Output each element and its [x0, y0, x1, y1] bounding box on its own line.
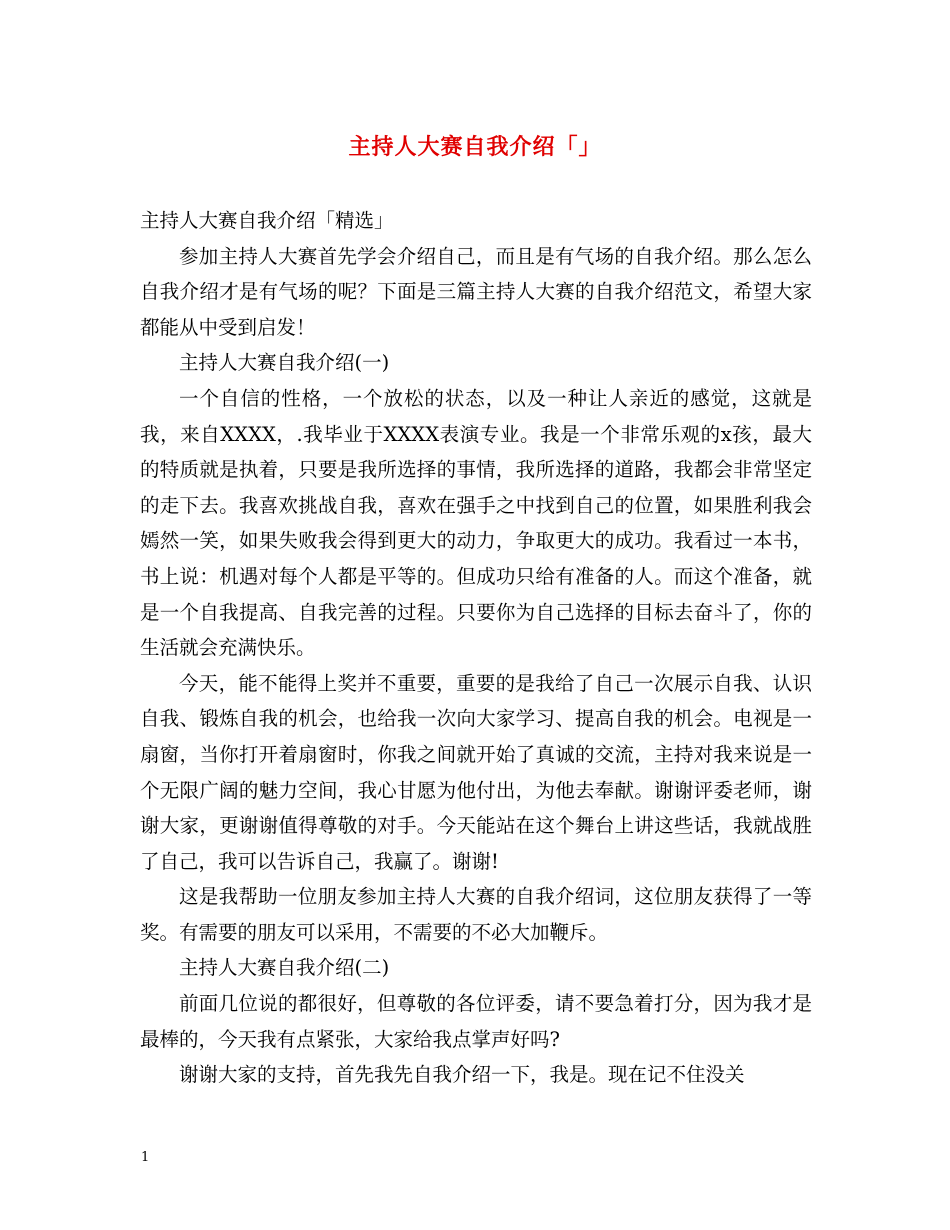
page-number: 1 [141, 1150, 150, 1165]
body-paragraph: 一个自信的性格，一个放松的状态，以及一种让人亲近的感觉，这就是我，来自XXXX，.我毕业于XXXX表演专业。我是一个非常乐观的x孩，最大的特质就是执着，只要是我所选择的事情，我所选择的道路，我都会非常坚定的走下去。我喜欢挑战自我，喜欢在强手之中找到自己的位置，如果胜利我会嫣然一笑，如果失败我会得到更大的动力，争取更大的成功。我看过一本书，书上说：机遇对每个人都是平等的。但成功只给有准备的人。而这个准备，就是一个自我提高、自我完善的过程。只要你为自己选择的目标去奋斗了，你的生活就会充满快乐。 [140, 386, 812, 660]
body-paragraph: 这是我帮助一位朋友参加主持人大赛的自我介绍词，这位朋友获得了一等奖。有需要的朋友可以采用，不需要的不必大加鞭斥。 [140, 885, 812, 944]
body-paragraph: 今天，能不能得上奖并不重要，重要的是我给了自己一次展示自我、认识自我、锻炼自我的机会，也给我一次向大家学习、提高自我的机会。电视是一扇窗，当你打开着扇窗时，你我之间就开始了真诚的交流，主持对我来说是一个无限广阔的魅力空间，我心甘愿为他付出，为他去奉献。谢谢评委老师，谢谢大家，更谢谢值得尊敬的对手。今天能站在这个舞台上讲这些话，我就战胜了自己，我可以告诉自己，我赢了。谢谢! [140, 671, 812, 873]
document-title: 主持人大赛自我介绍「」 [348, 134, 602, 160]
body-paragraph: 谢谢大家的支持，首先我先自我介绍一下，我是。现在记不住没关 [179, 1063, 745, 1087]
section-heading-2: 主持人大赛自我介绍(二) [179, 956, 390, 980]
subtitle-paragraph: 主持人大赛自我介绍「精选」 [140, 209, 394, 232]
section-heading-1: 主持人大赛自我介绍(一) [179, 351, 390, 375]
intro-paragraph: 参加主持人大赛首先学会介绍自己，而且是有气场的自我介绍。那么怎么自我介绍才是有气场的呢？下面是三篇主持人大赛的自我介绍范文，希望大家都能从中受到启发！ [140, 244, 812, 339]
body-paragraph: 前面几位说的都很好，但尊敬的各位评委，请不要急着打分，因为我才是最棒的，今天我有点紧张，大家给我点掌声好吗? [140, 992, 812, 1051]
document-body [140, 203, 812, 1093]
